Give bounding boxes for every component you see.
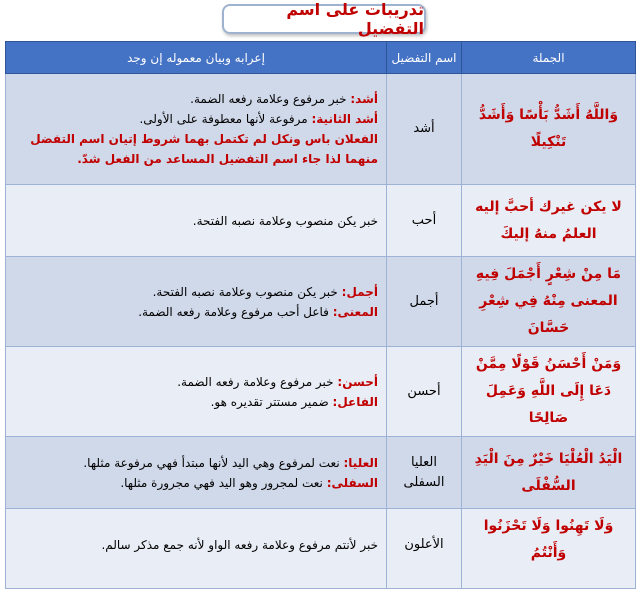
- page-title: تدريبات على اسم التفضيل: [222, 4, 426, 34]
- parsing-line: [14, 453, 378, 473]
- parsing-label: أجمل:: [341, 284, 378, 299]
- parsing-line: [14, 89, 378, 109]
- sentence-cell: وَاللَّهُ أَشَدُّ بَأْسًا وَأَشَدُّ تَنْكِيلًا: [462, 74, 636, 185]
- parsing-line: [14, 372, 378, 392]
- parsing-table: [5, 41, 636, 589]
- parsing-line: [14, 473, 378, 493]
- parsing-line: [14, 109, 378, 129]
- word-cell: الأعلون: [387, 509, 462, 589]
- word-cell: أشد: [387, 74, 462, 185]
- parsing-cell: [6, 74, 387, 185]
- table-row: [6, 74, 636, 185]
- parsing-line: [14, 302, 378, 322]
- sentence-cell: مَا مِنْ شِعْرٍ أَجْمَلَ فِيهِ المعنى مِنْهُ فِي شِعْرِ حَسَّانَ: [462, 257, 636, 347]
- parsing-label: المعنى:: [332, 304, 378, 319]
- parsing-label: أشد الثانية:: [311, 112, 378, 126]
- word-cell: أحب: [387, 185, 462, 257]
- sentence-cell: وَلَا تَهِنُوا وَلَا تَحْزَنُوا وَأَنْتُمُ: [462, 509, 636, 589]
- parsing-label: أشد:: [350, 92, 378, 106]
- word-cell: أحسن: [387, 347, 462, 437]
- table-row: [6, 509, 636, 589]
- parsing-text: خبر لأنتم مرفوع وعلامة رفعه الواو لأنه جمع مذكر سالم.: [101, 538, 378, 552]
- table-header-row: [6, 42, 636, 74]
- header-word: اسم التفضيل: [387, 42, 462, 74]
- parsing-label: العليا:: [343, 455, 378, 470]
- parsing-line: [14, 392, 378, 412]
- table-row: [6, 437, 636, 509]
- parsing-text: خبر يكن منصوب وعلامة نصبه الفتحة.: [192, 213, 378, 228]
- parsing-text: نعت لمجرور وهو اليد فهي مجرورة مثلها.: [120, 475, 327, 490]
- parsing-label: أحسن:: [337, 374, 378, 389]
- word-line: العليا: [410, 454, 438, 470]
- parsing-text: فاعل أحب مرفوع وعلامة رفعه الضمة.: [138, 304, 333, 319]
- word-cell: أجمل: [387, 257, 462, 347]
- parsing-text: خبر مرفوع وعلامة رفعه الضمة.: [190, 92, 351, 106]
- parsing-label: الفاعل:: [332, 394, 378, 409]
- table-row: [6, 257, 636, 347]
- parsing-cell: [6, 437, 387, 509]
- word-line: السفلى: [403, 474, 445, 490]
- parsing-text: مرفوعة لأنها معطوفة على الأولى.: [139, 112, 312, 126]
- parsing-cell: [6, 509, 387, 589]
- table-row: [6, 185, 636, 257]
- parsing-note: الفعلان باس ونكل لم تكتمل بهما شروط إتيان اسم التفضل منهما لذا جاء اسم التفضيل المساعد من الفعل شدّ.: [30, 132, 378, 166]
- parsing-text: خبر مرفوع وعلامة رفعه الضمة.: [177, 374, 338, 389]
- parsing-cell: [6, 347, 387, 437]
- sentence-cell: لا يكن غيرك أحبَّ إليه العلمُ منهُ إليكَ: [462, 185, 636, 257]
- header-parsing: إعرابه وبيان معموله إن وجد: [6, 42, 387, 74]
- parsing-cell: [6, 257, 387, 347]
- parsing-label: السفلى:: [326, 475, 378, 490]
- word-cell: [387, 437, 462, 509]
- sentence-cell: الْيَدُ الْعُلْيَا خَيْرٌ مِنَ الْيَدِ السُّفْلَى: [462, 437, 636, 509]
- parsing-text: خبر يكن منصوب وعلامة نصبه الفتحة.: [152, 284, 342, 299]
- parsing-text: نعت لمرفوع وهي اليد لأنها مبتدأ فهي مرفوعة مثلها.: [83, 455, 344, 470]
- parsing-text: ضمير مستتر تقديره هو.: [210, 394, 333, 409]
- parsing-cell: [6, 185, 387, 257]
- header-sentence: الجملة: [462, 42, 636, 74]
- sentence-cell: وَمَنْ أَحْسَنُ قَوْلًا مِمَّنْ دَعَا إِلَى اللَّهِ وَعَمِلَ صَالِحًا: [462, 347, 636, 437]
- parsing-line: [14, 282, 378, 302]
- table-row: [6, 347, 636, 437]
